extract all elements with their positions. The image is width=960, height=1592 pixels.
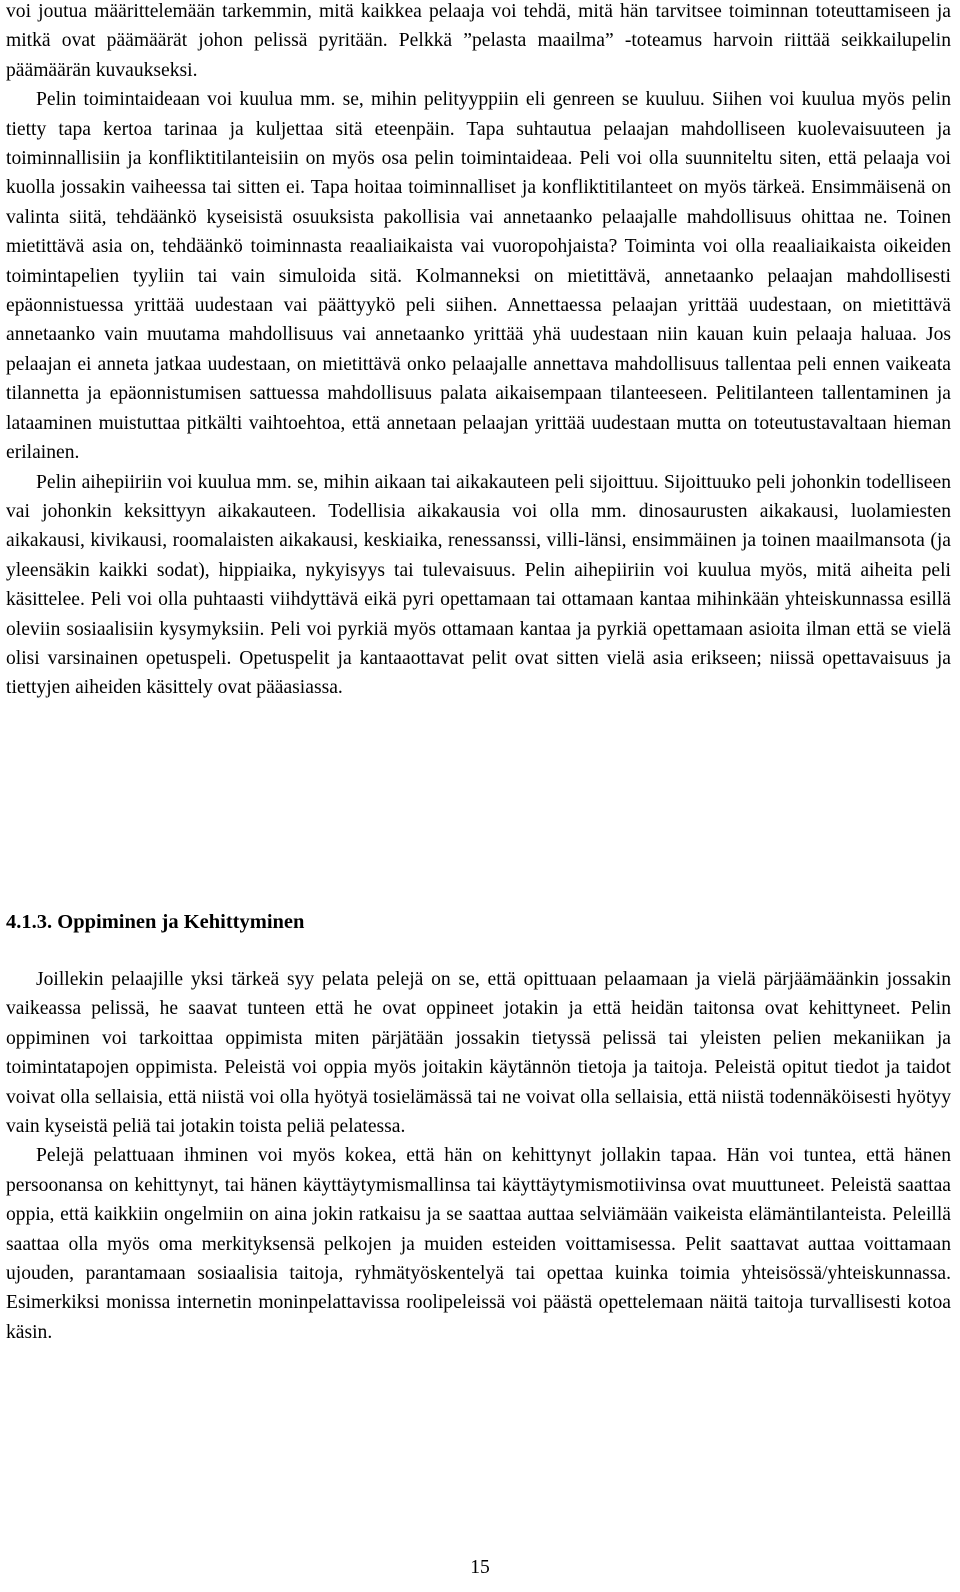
section-heading-block: [6, 908, 304, 937]
paragraph-action-idea: Pelin toimintaideaan voi kuulua mm. se, mihin pelityyppiin eli genreen se kuuluu. Siihen voi kuulua myös pelin tietty tapa kertoa tarinaa ja kuljettaa sitä eteenpäin. Tapa suhtautua pelaajan mahdolliseen kuolevaisuuteen ja toiminnallisiin ja konfliktitilanteisiin on myös osa pelin toimintaideaa. Peli voi olla suunniteltu siten, että pelaaja voi kuolla jossakin vaiheessa tai sitten ei. Tapa hoitaa toiminnalliset ja konfliktitilanteet on myös tärkeä. Ensimmäisenä on valinta siitä, tehdäänkö kyseisistä osuuksista pakollisia vai annetaanko pelaajalle mahdollisuus ohittaa ne. Toinen mietittävä asia on, tehdäänkö toiminnasta reaaliaikaista vai vuoropohjaista? Toiminta voi olla reaaliaikaista oikeiden toimintapelien tyyliin tai vain simuloida sitä. Kolmanneksi on mietittävä, annetaanko pelaajan mahdollisesti epäonnistuessa yrittää uudestaan vai päättyykö peli siihen. Annettaessa pelaajan yrittää uudestaan, on mietittävä annetaanko vain muutama mahdollisuus vai annetaanko yrittää yhä uudestaan niin kauan kuin pelaaja haluaa. Jos pelaajan ei anneta jatkaa uudestaan, on mietittävä onko pelaajalle annettava mahdollisuus tallentaa peli ennen vaikeata tilannetta ja epäonnistumisen sattuessa mahdollisuus palata aikaisempaan tilanteeseen. Pelitilanteen tallentaminen ja lataaminen muistuttaa pitkälti vaihtoehtoa, että annetaan pelaajan yrittää uudestaan mutta on toteutustavaltaan hieman erilainen.: [6, 89, 951, 464]
section-heading: 4.1.3. Oppiminen ja Kehittyminen: [6, 911, 305, 933]
paragraph-continuation: voi joutua määrittelemään tarkemmin, mitä kaikkea pelaaja voi tehdä, mitä hän tarvitsee toiminnan toteuttamiseen ja mitkä ovat päämäärät johon pelissä pyritään. Pelkkä ”pelasta maailma” -toteamus harvoin riittää seikkailupelin päämäärän kuvaukseksi.: [6, 1, 951, 81]
paragraph-learning: Joillekin pelaajille yksi tärkeä syy pelata pelejä on se, että opittuaan pelaamaan ja vielä pärjäämäänkin jossakin vaikeassa pelissä, he saavat tunteen että he ovat oppineet jotakin ja että heidän taitonsa ovat kehittyneet. Pelin oppiminen voi tarkoittaa oppimista miten pärjätään jossakin tietyssä pelissä tai yleisten pelien mekaniikan ja toimintatapojen oppimista. Peleistä voi oppia myös joitakin käytännön tietoja ja taitoja. Peleistä opitut tiedot ja taidot voivat olla sellaisia, että niistä voi olla hyötyä tosielämässä tai ne voivat olla sellaisia, että niistä todennäköisesti hyötyy vain kyseistä peliä tai jotakin toista peliä pelatessa.: [6, 969, 951, 1138]
text-block-top: [6, 0, 951, 703]
page-number: 15: [470, 1557, 490, 1578]
paragraph-theme: Pelin aihepiiriin voi kuulua mm. se, mihin aikaan tai aikakauteen peli sijoittuu. Sijoittuuko peli johonkin todelliseen vai johonkin keksittyyn aikakauteen. Todellisia aikakausia voi olla mm. dinosaurusten aikakausi, luolamiesten aikakausi, kivikausi, roomalaisten aikakausi, keskiaika, renessanssi, villi-länsi, ensimmäinen ja toinen maailmansota (ja yleensäkin kaikki sodat), hippiaika, nykyisyys tai tulevaisuus. Pelin aihepiiriin voi kuulua myös, mitä aiheita peli käsittelee. Peli voi olla puhtaasti viihdyttävä eikä pyri opettamaan tai ottamaan kantaa mihinkään yhteiskunnassa esillä oleviin sosiaalisiin kysymyksiin. Peli voi pyrkiä myös ottamaan kantaa ja pyrkiä opettamaan asioita ilman että se vielä olisi varsinainen opetuspeli. Opetuspelit ja kantaaottavat pelit ovat sitten vielä asia erikseen; niissä opettavaisuus ja tiettyjen aiheiden käsittely ovat pääasiassa.: [6, 471, 951, 699]
paragraph-development: Pelejä pelattuaan ihminen voi myös kokea, että hän on kehittynyt jollakin tapaa. Hän voi tuntea, että hänen persoonansa on kehittynyt, tai hänen käyttäytymismallinsa tai käyttäytymismotiivinsa ovat muuttuneet. Peleistä saattaa oppia, että kaikkiin ongelmiin on aina jokin ratkaisu ja se saattaa auttaa selviämään vaikeista elämäntilanteista. Peleillä saattaa olla myös oma merkityksensä pelkojen ja muiden esteiden voittamisessa. Pelit saattavat auttaa voittamaan ujouden, parantamaan sosiaalisia taitoja, ryhmätyöskentelyä tai opettaa kuinka toimia yhteisössä/yhteiskunnassa. Esimerkiksi monissa internetin moninpelattavissa roolipeleissä voi päästä opettelemaan näitä taitoja turvallisesti kotoa käsin.: [6, 1145, 951, 1343]
text-block-bottom: [6, 965, 951, 1347]
